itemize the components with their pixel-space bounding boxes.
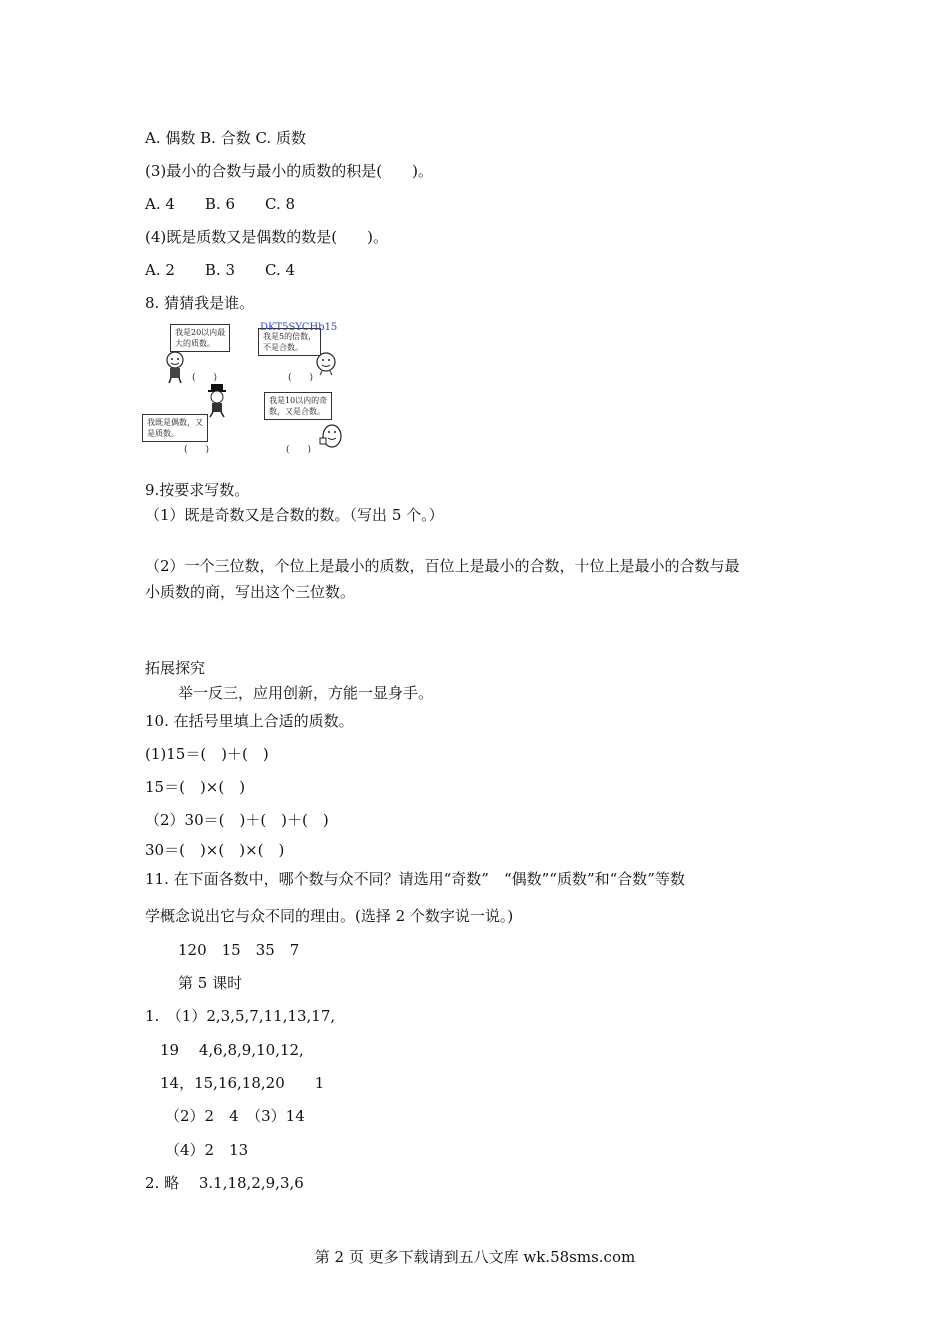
overlay-text: DKT5SYCHb15 bbox=[260, 322, 338, 333]
answer-1-line4: （2）2 4 （3）14 bbox=[165, 1107, 305, 1125]
question-4: (4)既是质数又是偶数的数是( )。 bbox=[145, 228, 388, 246]
answer-2-3: 2. 略 3.1,18,2,9,3,6 bbox=[145, 1174, 304, 1192]
extension-subtitle: 举一反三，应用创新，方能一显身手。 bbox=[178, 684, 434, 702]
speech-bubble-3: 我既是偶数，又 是质数。 bbox=[142, 414, 208, 442]
question-11-numbers: 120 15 35 7 bbox=[178, 941, 300, 959]
question-11-line2: 学概念说出它与众不同的理由。(选择 2 个数字说一说。) bbox=[145, 907, 514, 925]
cartoon-creature-icon bbox=[318, 420, 346, 450]
guess-who-figure bbox=[140, 322, 370, 462]
question-9-part2-line2: 小质数的商，写出这个三位数。 bbox=[145, 583, 356, 601]
option-line-q3: A. 4 B. 6 C. 8 bbox=[145, 195, 296, 213]
cartoon-kid-icon bbox=[162, 350, 188, 384]
option-line-q2: A. 偶数 B. 合数 C. 质数 bbox=[145, 129, 306, 147]
question-11-line1: 11. 在下面各数中，哪个数与众不同？请选用“奇数” “偶数”“质数”和“合数”等数 bbox=[145, 870, 685, 888]
question-10-2a: （2）30＝( )＋( )＋( ) bbox=[145, 811, 329, 829]
answer-paren-4: ( ) bbox=[286, 445, 312, 455]
cartoon-gentleman-icon bbox=[202, 384, 232, 418]
answer-1-line3: 14，15,16,18,20 1 bbox=[160, 1074, 325, 1092]
option-line-q4: A. 2 B. 3 C. 4 bbox=[145, 261, 296, 279]
answer-paren-3: ( ) bbox=[184, 445, 210, 455]
speech-bubble-2: 我是5的倍数， 不是合数。 bbox=[258, 328, 321, 356]
question-9-part1: （1）既是奇数又是合数的数。（写出 5 个。） bbox=[145, 506, 444, 524]
answer-1-line2: 19 4,6,8,9,10,12, bbox=[160, 1041, 304, 1059]
speech-bubble-1: 我是20以内最 大的质数。 bbox=[170, 324, 230, 352]
answer-paren-2: ( ) bbox=[288, 373, 314, 383]
question-8: 8. 猜猜我是谁。 bbox=[145, 294, 255, 312]
answer-paren-1: ( ) bbox=[192, 373, 218, 383]
question-10-1a: (1)15＝( )＋( ) bbox=[145, 745, 269, 763]
answers-title: 第 5 课时 bbox=[178, 974, 243, 992]
question-10: 10. 在括号里填上合适的质数。 bbox=[145, 712, 354, 730]
answer-1-line5: （4）2 13 bbox=[165, 1141, 249, 1159]
question-9-title: 9.按要求写数。 bbox=[145, 481, 250, 499]
question-9-part2-line1: （2）一个三位数，个位上是最小的质数，百位上是最小的合数，十位上是最小的合数与最 bbox=[145, 557, 740, 575]
question-10-2b: 30＝( )×( )×( ) bbox=[145, 841, 285, 859]
speech-bubble-4: 我是10以内的奇 数，又是合数。 bbox=[264, 392, 332, 420]
extension-title: 拓展探究 bbox=[145, 659, 206, 677]
answer-1-line1: 1. （1）2,3,5,7,11,13,17, bbox=[145, 1007, 336, 1025]
question-10-1b: 15＝( )×( ) bbox=[145, 778, 246, 796]
page-footer: 第 2 页 更多下载请到五八文库 wk.58sms.com bbox=[314, 1248, 636, 1266]
question-3: (3)最小的合数与最小的质数的积是( )。 bbox=[145, 162, 433, 180]
cartoon-ball-icon bbox=[314, 350, 338, 376]
